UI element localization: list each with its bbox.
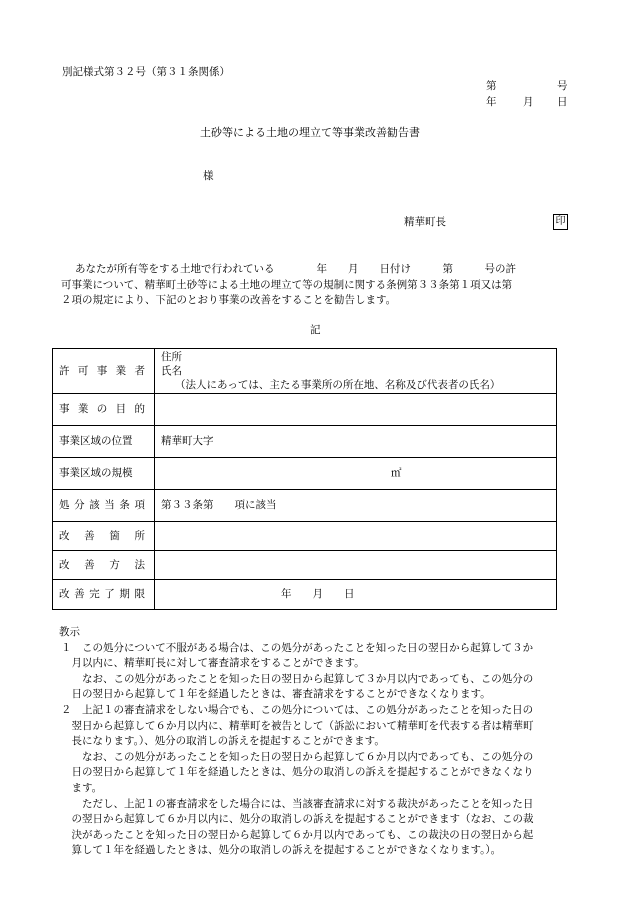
note-line: 決があったことを知った日の翌日から起算して６か月以内であっても、この裁決の日の翌日から起 (61, 828, 534, 841)
doc-number-suffix: 号 (557, 80, 568, 92)
location-label-cell (53, 426, 155, 458)
details-table (52, 348, 557, 610)
note-line: 長になります。）、処分の取消しの訴えを提起することができます。 (61, 735, 385, 748)
issuer-name: 精華町長 (404, 216, 446, 228)
improvement-place-label-cell (53, 522, 155, 551)
note-line: 月以内に、精華町長に対して審査請求をすることができます。 (61, 657, 365, 670)
note-line: ます。 (61, 781, 103, 794)
notes-title: 教示 (59, 626, 80, 638)
improvement-place-label: 改 善 箇 所 (59, 529, 145, 542)
note-line: の翌日から起算して６か月以内に、処分の取消しの訴えを提起することができます（なお、この裁 (61, 813, 534, 826)
purpose-label-cell (53, 394, 155, 426)
location-value: 精華町大字 (155, 426, 557, 458)
clause-label: 処 分 該 当 条 項 (59, 499, 145, 512)
permit-holder-value-cell (155, 349, 557, 394)
table-row (53, 349, 557, 394)
note-line: ２ 上記１の審査請求をしない場合でも、この処分については、この処分があったことを知った日の (61, 703, 534, 716)
form-number: 別記様式第３２号（第３１条関係） (62, 66, 230, 78)
table-row (53, 551, 557, 580)
improvement-method-label: 改 善 方 法 (59, 558, 145, 571)
body-line: ２項の規定により、下記のとおり事業の改善をすることを勧告します。 (61, 294, 397, 306)
recipient-suffix: 様 (203, 170, 214, 182)
permit-holder-label: 許 可 事 業 者 (59, 364, 145, 377)
seal-mark: 印 (553, 214, 568, 230)
table-row (53, 490, 557, 522)
ki-heading: 記 (310, 324, 321, 336)
note-line: １ この処分について不服がある場合は、この処分があったことを知った日の翌日から起算して３か (61, 641, 534, 654)
clause-label-cell (53, 490, 155, 522)
scale-unit: ㎡ (391, 467, 402, 480)
deadline-label-cell (53, 580, 155, 610)
note-line: ただし、上記１の審査請求をした場合には、当該審査請求に対する裁決があったことを知った日 (61, 797, 534, 810)
note-line: なお、この処分があったことを知った日の翌日から起算して６か月以内であっても、この処分の (61, 750, 534, 763)
note-line: 日の翌日から起算して１年を経過したときは、処分の取消しの訴えを提起することができなくなり (61, 766, 534, 779)
note-line: 算して１年を経過したときは、処分の取消しの訴えを提起することができなくなります。）。 (61, 844, 502, 857)
date-year-label: 年 (486, 96, 497, 108)
permit-holder-label-cell (53, 349, 155, 394)
improvement-place-value (155, 522, 557, 551)
scale-label-cell (53, 458, 155, 490)
table-row (53, 580, 557, 610)
corporate-note: （法人にあっては、主たる事業所の所在地、名称及び代表者の氏名） (175, 379, 501, 391)
purpose-value (155, 394, 557, 426)
body-paragraph (61, 262, 573, 309)
date-month-label: 月 (523, 96, 534, 108)
scale-label: 事業区域の規模 (59, 467, 133, 480)
location-label: 事業区域の位置 (59, 435, 133, 448)
date-day-label: 日 (557, 96, 568, 108)
note-line: 日の翌日から起算して１年を経過したときは、審査請求をすることができなくなります。 (61, 688, 491, 701)
improvement-method-label-cell (53, 551, 155, 580)
deadline-label: 改 善 完 了 期 限 (59, 588, 145, 601)
instruction-notes (61, 625, 573, 859)
note-line: 翌日から起算して６か月以内に、精華町を被告として（訴訟において精華町を代表する者は精華町 (61, 719, 534, 732)
scale-value-cell (155, 458, 557, 490)
name-label: 氏名 (161, 365, 182, 377)
address-label: 住所 (161, 351, 182, 363)
body-line: 可事業について、精華町土砂等による土地の埋立て等の規制に関する条例第３３条第１項又は第 (61, 278, 513, 291)
purpose-label: 事 業 の 目 的 (59, 403, 145, 416)
deadline-value-cell (155, 580, 557, 610)
clause-value: 第３３条第 項に該当 (155, 490, 557, 522)
doc-number-prefix: 第 (486, 80, 497, 92)
table-row (53, 522, 557, 551)
improvement-method-value (155, 551, 557, 580)
table-row (53, 458, 557, 490)
body-line: あなたが所有等をする土地で行われている 年 月 日付け 第 号の許 (75, 263, 516, 275)
table-row (53, 426, 557, 458)
table-row (53, 394, 557, 426)
document-title: 土砂等による土地の埋立て等事業改善勧告書 (200, 126, 420, 139)
note-line: なお、この処分があったことを知った日の翌日から起算して３か月以内であっても、この処分の (61, 672, 534, 685)
deadline-value: 年 月 日 (281, 588, 355, 601)
